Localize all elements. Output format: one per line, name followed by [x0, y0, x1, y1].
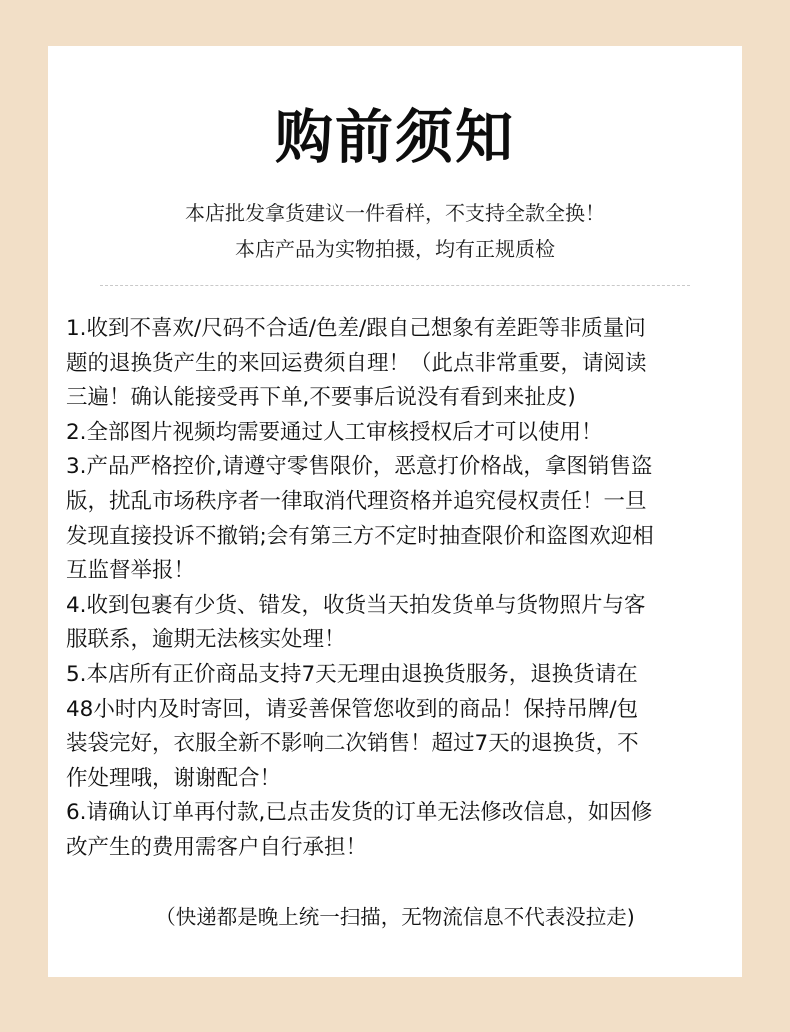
rule-line: 互监督举报！	[66, 558, 196, 584]
rule-line: 装袋完好，衣服全新不影响二次销售！超过7天的退换货，不	[66, 731, 639, 757]
rule-line: 4.收到包裹有少货、错发，收货当天拍发货单与货物照片与客	[66, 592, 646, 618]
page-title: 购前须知	[274, 103, 515, 171]
rule-line: 三遍！确认能接受再下单,不要事后说没有看到来扯皮)	[66, 385, 576, 411]
rule-line: 改产生的费用需客户自行承担！	[66, 834, 368, 860]
rule-line: 1.收到不喜欢/尺码不合适/色差/跟自己想象有差距等非质量问	[66, 316, 646, 341]
rule-5-seven-day-returns	[66, 658, 730, 796]
rule-line: 5.本店所有正价商品支持7天无理由退换货服务，退换货请在	[66, 661, 638, 687]
rule-line: 作处理哦，谢谢配合！	[66, 765, 282, 791]
rule-line: 版，扰乱市场秩序者一律取消代理资格并追究侵权责任！一旦	[66, 488, 647, 514]
rule-line: 48小时内及时寄回，请妥善保管您收到的商品！保持吊牌/包	[66, 696, 639, 722]
rule-4-missing-items	[66, 589, 730, 658]
footer-note: （快递都是晚上统一扫描，无物流信息不代表没拉走)	[155, 905, 635, 929]
rule-line: 发现直接投诉不撤销;会有第三方不定时抽查限价和盗图欢迎相	[66, 523, 654, 549]
dashed-divider	[100, 285, 690, 286]
rule-line: 2.全部图片视频均需要通过人工审核授权后才可以使用！	[66, 419, 603, 445]
rule-6-order-confirmation	[66, 796, 730, 865]
rule-2-media-authorization	[66, 416, 730, 451]
rule-line: 6.请确认订单再付款,已点击发货的订单无法修改信息，如因修	[66, 800, 653, 826]
intro-line-quality: 本店产品为实物拍摄，均有正规质检	[235, 237, 555, 261]
rule-line: 3.产品严格控价,请遵守零售限价，恶意打价格战，拿图销售盗	[66, 454, 653, 480]
rule-line: 题的退换货产生的来回运费须自理！（此点非常重要，请阅读	[66, 350, 647, 376]
rules-list	[66, 312, 730, 866]
rule-3-price-control	[66, 450, 730, 588]
intro-line-wholesale: 本店批发拿货建议一件看样，不支持全款全换！	[185, 201, 605, 225]
rule-1-return-shipping	[66, 312, 730, 416]
rule-line: 服联系，逾期无法核实处理！	[66, 627, 346, 653]
